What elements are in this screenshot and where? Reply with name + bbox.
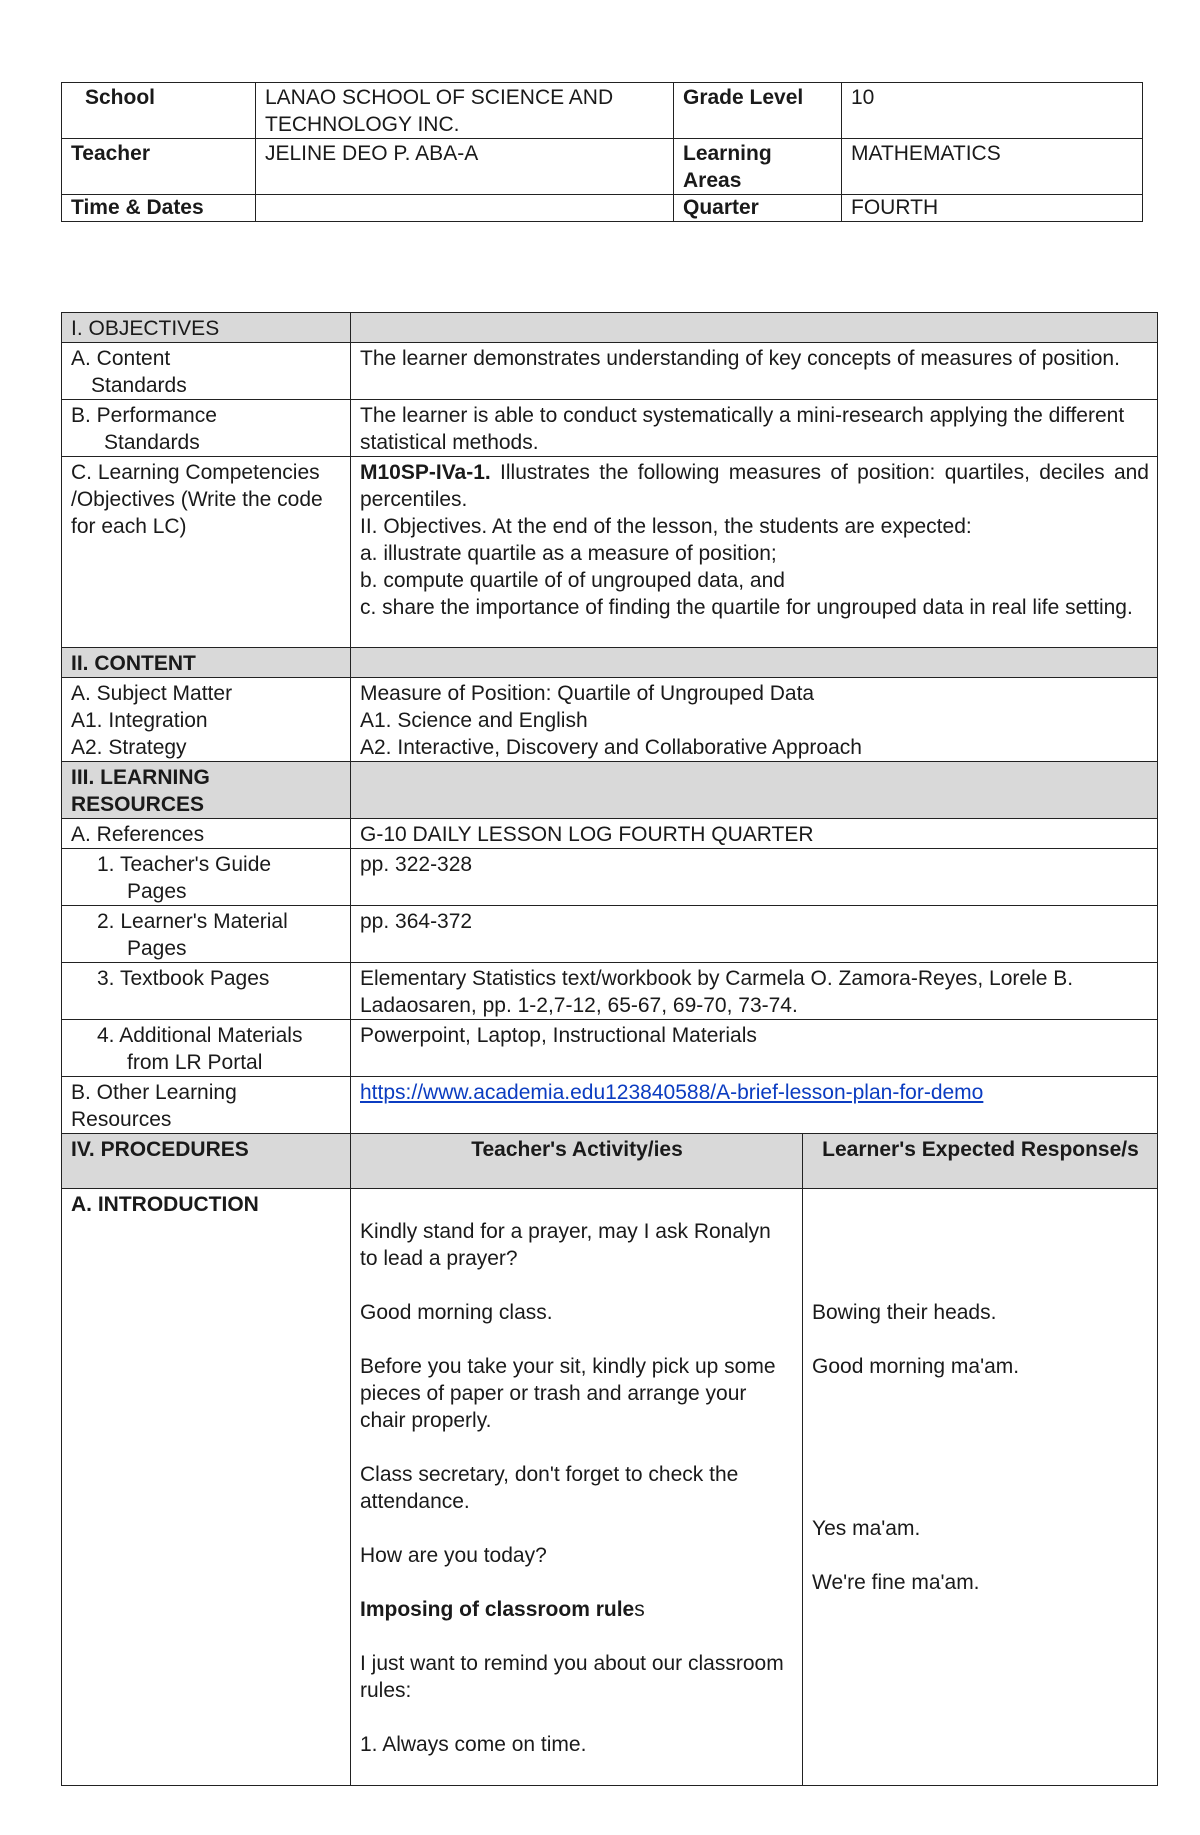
header-row-time	[62, 195, 1143, 222]
header-info-table	[61, 82, 1143, 222]
objective-c: c. share the importance of finding the quartile for ungrouped data in real life setting.	[360, 596, 1133, 619]
performance-standards-label: B. Performance Standards	[62, 400, 351, 457]
learner-fine: We're fine ma'am.	[812, 1571, 980, 1594]
learner-bowing: Bowing their heads.	[812, 1301, 997, 1324]
teacher-greeting: Good morning class.	[360, 1301, 553, 1324]
other-resources-label: B. Other Learning Resources	[62, 1077, 351, 1134]
learning-areas-label: Learning Areas	[674, 139, 842, 195]
header-row-school	[62, 83, 1143, 139]
grade-level-label: Grade Level	[674, 83, 842, 139]
header-row-teacher	[62, 139, 1143, 195]
teacher-attendance: Class secretary, don't forget to check the attendance.	[360, 1463, 739, 1513]
teacher-rules-reminder: I just want to remind you about our classroom rules:	[360, 1652, 784, 1702]
objectives-heading-row	[62, 313, 1158, 343]
time-dates-value	[256, 195, 674, 222]
content-standards-value: The learner demonstrates understanding of key concepts of measures of position.	[351, 343, 1158, 400]
teachers-guide-label: 1. Teacher's Guide Pages	[62, 849, 351, 906]
time-dates-label: Time & Dates	[62, 195, 256, 222]
subject-matter-values: Measure of Position: Quartile of Ungrouped Data A1. Science and English A2. Interactive, Discovery and Collaborative Approach	[351, 678, 1158, 762]
teacher-label: Teacher	[62, 139, 256, 195]
additional-materials-row	[62, 1020, 1158, 1077]
subject-matter-labels: A. Subject Matter A1. Integration A2. Strategy	[62, 678, 351, 762]
learners-material-label: 2. Learner's Material Pages	[62, 906, 351, 963]
textbook-pages-row	[62, 963, 1158, 1020]
learner-greeting: Good morning ma'am.	[812, 1355, 1020, 1378]
competency-code: M10SP-IVa-1.	[360, 461, 491, 484]
teachers-guide-row	[62, 849, 1158, 906]
teacher-value: JELINE DEO P. ABA-A	[256, 139, 674, 195]
learners-material-value: pp. 364-372	[351, 906, 1158, 963]
other-resources-row	[62, 1077, 1158, 1134]
objective-a: a. illustrate quartile as a measure of position;	[360, 542, 777, 565]
quarter-label: Quarter	[674, 195, 842, 222]
learner-response-header: Learner's Expected Response/s	[803, 1134, 1158, 1189]
content-heading-row	[62, 648, 1158, 678]
introduction-row	[62, 1189, 1158, 1786]
school-value: LANAO SCHOOL OF SCIENCE AND TECHNOLOGY INC.	[256, 83, 674, 139]
procedures-heading-row	[62, 1134, 1158, 1189]
additional-materials-label: 4. Additional Materials from LR Portal	[62, 1020, 351, 1077]
references-label: A. References	[62, 819, 351, 849]
objectives-heading: I. OBJECTIVES	[62, 313, 351, 343]
textbook-pages-label: 3. Textbook Pages	[62, 963, 351, 1020]
teacher-cleanup: Before you take your sit, kindly pick up some pieces of paper or trash and arrange your chair properly.	[360, 1355, 776, 1432]
references-value: G-10 DAILY LESSON LOG FOURTH QUARTER	[351, 819, 1158, 849]
learning-competencies-value	[351, 457, 1158, 648]
additional-materials-value: Powerpoint, Laptop, Instructional Materials	[351, 1020, 1158, 1077]
textbook-pages-value: Elementary Statistics text/workbook by Carmela O. Zamora-Reyes, Lorele B. Ladaosaren, pp. 1-2,7-12, 65-67, 69-70, 73-74.	[351, 963, 1158, 1020]
performance-standards-value: The learner is able to conduct systematically a mini-research applying the different statistical methods.	[351, 400, 1158, 457]
learner-yes: Yes ma'am.	[812, 1517, 921, 1540]
teacher-how-are-you: How are you today?	[360, 1544, 547, 1567]
grade-level-value: 10	[842, 83, 1143, 139]
procedures-heading: IV. PROCEDURES	[62, 1134, 351, 1189]
content-standards-label: A. Content Standards	[62, 343, 351, 400]
learning-areas-value: MATHEMATICS	[842, 139, 1143, 195]
other-resources-link[interactable]: https://www.academia.edu123840588/A-brief-lesson-plan-for-demo	[360, 1081, 984, 1104]
resources-heading: III. LEARNING RESOURCES	[62, 762, 351, 819]
learners-material-row	[62, 906, 1158, 963]
learner-response-column	[803, 1189, 1158, 1786]
competency-text: Illustrates the following measures of position: quartiles, deciles and percentiles.	[360, 461, 1149, 511]
content-heading: II. CONTENT	[62, 648, 351, 678]
performance-standards-row	[62, 400, 1158, 457]
content-standards-row	[62, 343, 1158, 400]
teacher-activity-column	[351, 1189, 803, 1786]
learning-competencies-label: C. Learning Competencies /Objectives (Write the code for each LC)	[62, 457, 351, 648]
objective-b: b. compute quartile of of ungrouped data, and	[360, 569, 785, 592]
lesson-plan-table	[61, 312, 1158, 1786]
teacher-activity-header: Teacher's Activity/ies	[351, 1134, 803, 1189]
teachers-guide-value: pp. 322-328	[351, 849, 1158, 906]
subject-matter-row	[62, 678, 1158, 762]
quarter-value: FOURTH	[842, 195, 1143, 222]
resources-heading-row	[62, 762, 1158, 819]
teacher-prayer: Kindly stand for a prayer, may I ask Ronalyn to lead a prayer?	[360, 1220, 771, 1270]
learning-competencies-row	[62, 457, 1158, 648]
references-row	[62, 819, 1158, 849]
rule-1: 1. Always come on time.	[360, 1733, 587, 1756]
objectives-intro: II. Objectives. At the end of the lesson, the students are expected:	[360, 515, 972, 538]
introduction-label: A. INTRODUCTION	[62, 1189, 351, 1786]
classroom-rules-heading: Imposing of classroom rules	[360, 1598, 645, 1621]
school-label: School	[62, 83, 256, 139]
